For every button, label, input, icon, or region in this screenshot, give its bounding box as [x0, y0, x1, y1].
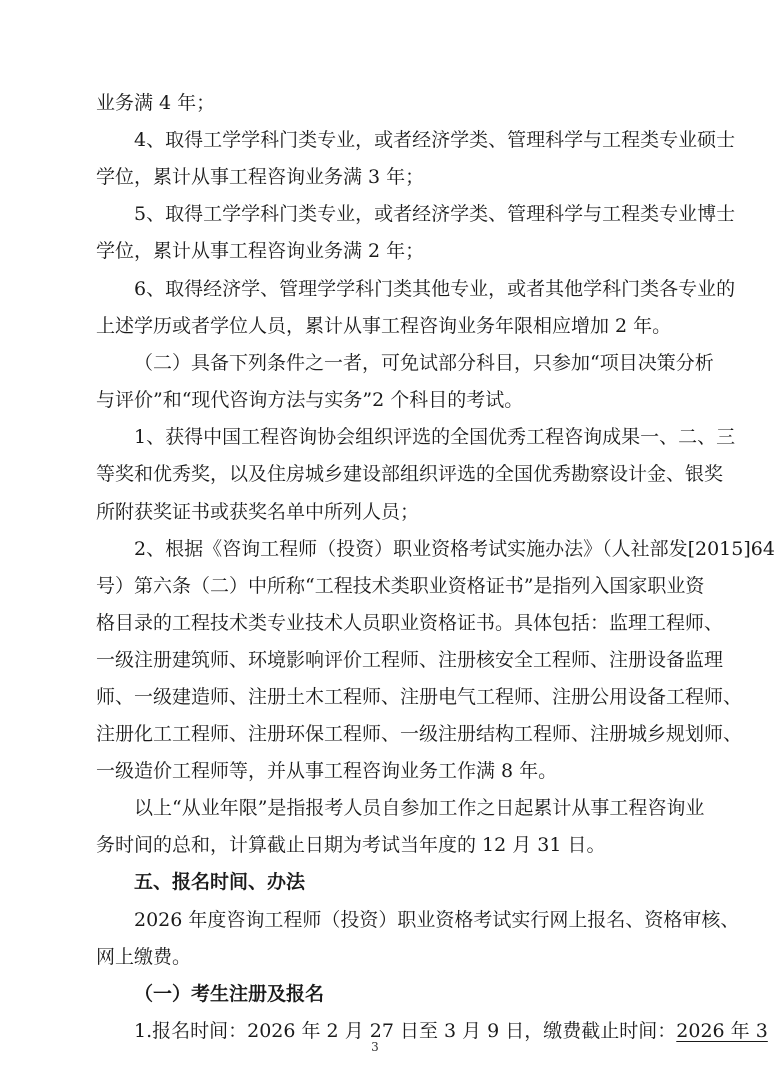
text-line: 与评价”和“现代咨询方法与实务”2 个科目的考试。	[96, 389, 524, 411]
page-number: 3	[371, 1040, 379, 1054]
text-line: 6、取得经济学、管理学学科门类其他专业，或者其他学科门类各专业的	[134, 278, 736, 300]
text-line: 网上缴费。	[96, 946, 192, 968]
text-line: 格目录的工程技术类专业技术人员职业资格证书。具体包括：监理工程师、	[96, 612, 724, 634]
text-line: 上述学历或者学位人员，累计从事工程咨询业务年限相应增加 2 年。	[96, 315, 672, 337]
text-line: 师、一级建造师、注册土木工程师、注册电气工程师、注册公用设备工程师、	[96, 686, 743, 708]
text-line: 号）第六条（二）中所称“工程技术类职业资格证书”是指列入国家职业资	[96, 575, 705, 597]
text-line: 学位，累计从事工程咨询业务满 2 年；	[96, 240, 425, 262]
text-line: 学位，累计从事工程咨询业务满 3 年；	[96, 166, 425, 188]
text-line: 2、根据《咨询工程师（投资）职业资格考试实施办法》（人社部发[2015]64	[134, 538, 775, 560]
text-line: 1、获得中国工程咨询协会组织评选的全国优秀工程咨询成果一、二、三	[134, 426, 736, 448]
text-line: 等奖和优秀奖，以及住房城乡建设部组织评选的全国优秀勘察设计金、银奖	[96, 463, 724, 485]
text-line: 4、取得工学学科门类专业，或者经济学类、管理科学与工程类专业硕士	[134, 129, 736, 151]
text-line: 2026 年度咨询工程师（投资）职业资格考试实行网上报名、资格审核、	[134, 909, 740, 931]
text-line: 一级造价工程师等，并从事工程咨询业务工作满 8 年。	[96, 760, 558, 782]
text-line: 一级注册建筑师、环境影响评价工程师、注册核安全工程师、注册设备监理	[96, 649, 724, 671]
text-line: 5、取得工学学科门类专业，或者经济学类、管理科学与工程类专业博士	[134, 203, 736, 225]
text-line: 业务满 4 年；	[96, 92, 216, 114]
subsection-heading: （一）考生注册及报名	[134, 983, 325, 1005]
section-heading: 五、报名时间、办法	[134, 871, 306, 893]
text-line: 所附获奖证书或获奖名单中所列人员；	[96, 501, 420, 523]
text-line: 注册化工工程师、注册环保工程师、一级注册结构工程师、注册城乡规划师、	[96, 723, 743, 745]
text-line: 以上“从业年限”是指报考人员自参加工作之日起累计从事工程咨询业	[134, 797, 705, 819]
deadline-underlined-text: 2026 年 3	[676, 1020, 768, 1042]
text-line: 务时间的总和，计算截止日期为考试当年度的 12 月 31 日。	[96, 834, 606, 856]
registration-time-text: 1.报名时间：2026 年 2 月 27 日至 3 月 9 日，缴费截止时间：	[134, 1020, 677, 1042]
text-line: （二）具备下列条件之一者，可免试部分科目，只参加“项目决策分析	[134, 352, 714, 374]
